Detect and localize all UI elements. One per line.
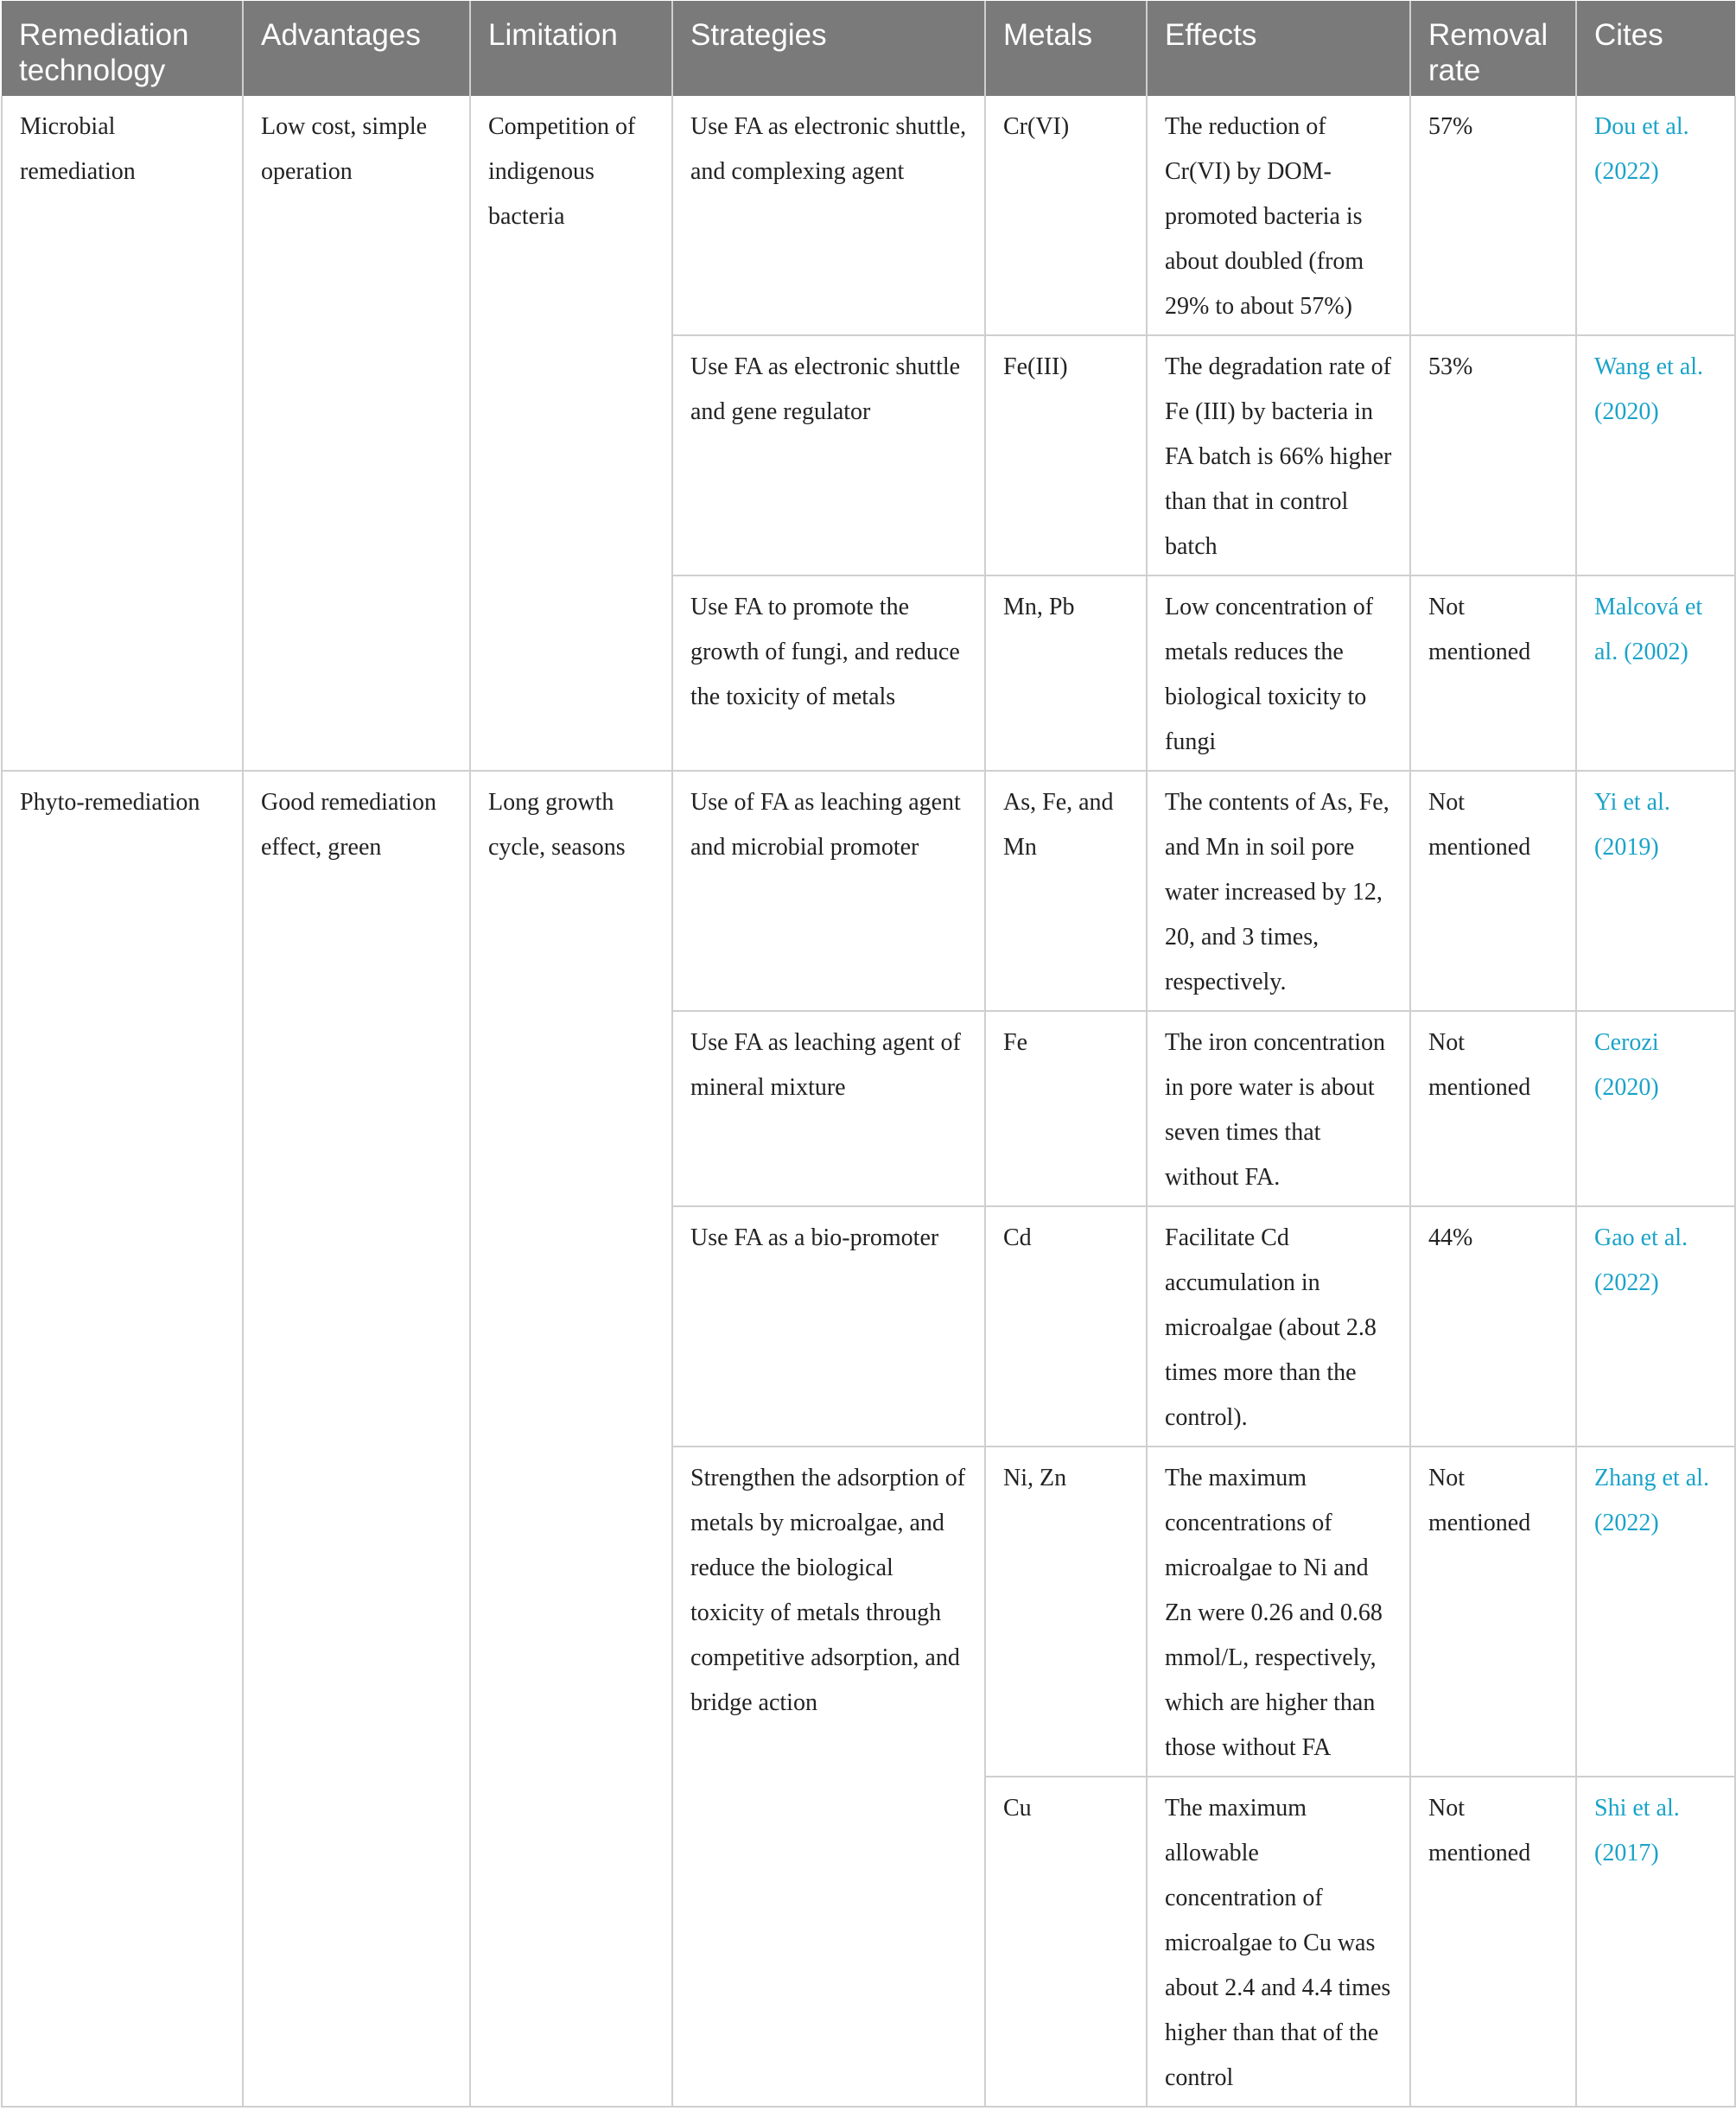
header-cites: Cites bbox=[1576, 1, 1735, 96]
cite-link[interactable]: Yi et al. (2019) bbox=[1576, 771, 1735, 1011]
removal-rate-cell: Not mentioned bbox=[1410, 575, 1576, 771]
effects-cell: The degradation rate of Fe (III) by bacteria in FA batch is 66% higher than that in control batch bbox=[1147, 335, 1410, 575]
removal-rate-cell: 44% bbox=[1410, 1206, 1576, 1447]
cite-link[interactable]: Wang et al. (2020) bbox=[1576, 335, 1735, 575]
effects-cell: The iron concentration in pore water is about seven times that without FA. bbox=[1147, 1011, 1410, 1206]
header-row bbox=[2, 1, 1735, 96]
table-row bbox=[2, 771, 1735, 1011]
remediation-table bbox=[1, 1, 1736, 2108]
strategy-cell: Use FA as electronic shuttle, and complexing agent bbox=[672, 96, 985, 335]
cite-link[interactable]: Zhang et al. (2022) bbox=[1576, 1447, 1735, 1777]
advantages-cell: Low cost, simple operation bbox=[243, 96, 470, 771]
technology-cell: Microbial remediation bbox=[2, 96, 243, 771]
strategy-cell: Use of FA as leaching agent and microbial promoter bbox=[672, 771, 985, 1011]
strategy-cell: Use FA to promote the growth of fungi, and reduce the toxicity of metals bbox=[672, 575, 985, 771]
cite-link[interactable]: Dou et al. (2022) bbox=[1576, 96, 1735, 335]
metals-cell: Fe bbox=[985, 1011, 1147, 1206]
removal-rate-cell: Not mentioned bbox=[1410, 1011, 1576, 1206]
strategy-cell: Use FA as leaching agent of mineral mixture bbox=[672, 1011, 985, 1206]
metals-cell: Ni, Zn bbox=[985, 1447, 1147, 1777]
cite-link[interactable]: Malcová et al. (2002) bbox=[1576, 575, 1735, 771]
metals-cell: Mn, Pb bbox=[985, 575, 1147, 771]
effects-cell: The contents of As, Fe, and Mn in soil pore water increased by 12, 20, and 3 times, respectively. bbox=[1147, 771, 1410, 1011]
effects-cell: Low concentration of metals reduces the biological toxicity to fungi bbox=[1147, 575, 1410, 771]
technology-cell: Phyto-remediation bbox=[2, 771, 243, 2107]
advantages-cell: Good remediation effect, green bbox=[243, 771, 470, 2107]
cite-link[interactable]: Gao et al. (2022) bbox=[1576, 1206, 1735, 1447]
removal-rate-cell: 53% bbox=[1410, 335, 1576, 575]
metals-cell: Cr(VI) bbox=[985, 96, 1147, 335]
removal-rate-cell: Not mentioned bbox=[1410, 1777, 1576, 2107]
header-strategies: Strategies bbox=[672, 1, 985, 96]
effects-cell: Facilitate Cd accumulation in microalgae (about 2.8 times more than the control). bbox=[1147, 1206, 1410, 1447]
header-effects: Effects bbox=[1147, 1, 1410, 96]
metals-cell: Fe(III) bbox=[985, 335, 1147, 575]
effects-cell: The maximum allowable concentration of microalgae to Cu was about 2.4 and 4.4 times higher than that of the control bbox=[1147, 1777, 1410, 2107]
header-removal-rate: Removal rate bbox=[1410, 1, 1576, 96]
metals-cell: As, Fe, and Mn bbox=[985, 771, 1147, 1011]
header-advantages: Advantages bbox=[243, 1, 470, 96]
removal-rate-cell: Not mentioned bbox=[1410, 1447, 1576, 1777]
cite-link[interactable]: Shi et al. (2017) bbox=[1576, 1777, 1735, 2107]
header-remediation-technology: Remediation technology bbox=[2, 1, 243, 96]
header-metals: Metals bbox=[985, 1, 1147, 96]
removal-rate-cell: Not mentioned bbox=[1410, 771, 1576, 1011]
table-row bbox=[2, 96, 1735, 335]
header-limitation: Limitation bbox=[470, 1, 672, 96]
metals-cell: Cd bbox=[985, 1206, 1147, 1447]
metals-cell: Cu bbox=[985, 1777, 1147, 2107]
cite-link[interactable]: Cerozi (2020) bbox=[1576, 1011, 1735, 1206]
strategy-cell: Strengthen the adsorption of metals by microalgae, and reduce the biological toxicity of metals through competitive adsorption, and bridge action bbox=[672, 1447, 985, 2107]
effects-cell: The maximum concentrations of microalgae to Ni and Zn were 0.26 and 0.68 mmol/L, respectively, which are higher than those without FA bbox=[1147, 1447, 1410, 1777]
strategy-cell: Use FA as electronic shuttle and gene regulator bbox=[672, 335, 985, 575]
limitation-cell: Long growth cycle, seasons bbox=[470, 771, 672, 2107]
effects-cell: The reduction of Cr(VI) by DOM-promoted bacteria is about doubled (from 29% to about 57%) bbox=[1147, 96, 1410, 335]
strategy-cell: Use FA as a bio-promoter bbox=[672, 1206, 985, 1447]
removal-rate-cell: 57% bbox=[1410, 96, 1576, 335]
limitation-cell: Competition of indigenous bacteria bbox=[470, 96, 672, 771]
